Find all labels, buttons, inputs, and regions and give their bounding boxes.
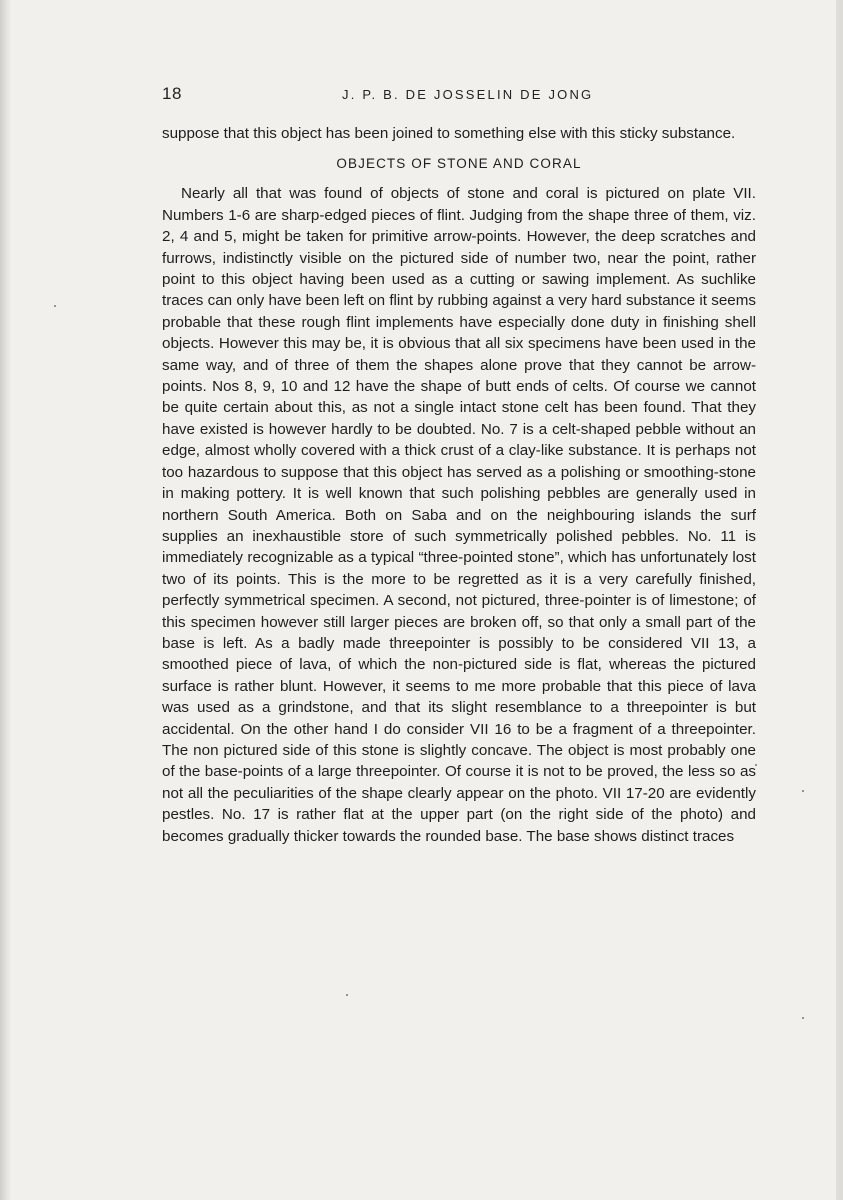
paper-speck: [802, 790, 804, 792]
paper-speck: [802, 1017, 804, 1019]
page-header: [162, 84, 756, 108]
paper-speck: [54, 305, 56, 307]
continuation-paragraph: suppose that this object has been joined to something else with this sticky substance.: [162, 125, 736, 142]
section-heading: OBJECTS OF STONE AND CORAL: [336, 156, 582, 172]
body-text: [162, 123, 756, 847]
page-number: 18: [162, 84, 182, 103]
running-head: J. P. B. DE JOSSELIN DE JONG: [342, 87, 594, 102]
paper-speck: [346, 994, 348, 996]
main-paragraph: Nearly all that was found of objects of stone and coral is pictured on plate VII. Numbers 1-6 are sharp-edged pieces of flint. Judging from the shape three of them, viz. 2, 4 and 5, might be taken for primitive arrow-points. However, the deep scratches and furrows, indistinctly visible on the pictured side of number two, near the point, rather point to this object having been used as a cutting or sawing implement. As suchlike traces can only have been left on flint by rubbing against a very hard substance it seems probable that these rough flint implements have especially done duty in finishing shell objects. However this may be, it is obvious that all six specimens have been used in the same way, and of three of them the shapes alone prove that they cannot be arrow-points. Nos 8, 9, 10 and 12 have the shape of butt ends of celts. Of course we cannot be quite certain about this, as not a single intact stone celt has been found. That they have existed is however hardly to be doubted. No. 7 is a celt-shaped pebble without an edge, almost wholly covered with a thick crust of a clay-like substance. It is perhaps not too hazardous to suppose that this object has served as a polishing or smoothing-stone in making pottery. It is well known that such polishing pebbles are generally used in northern South America. Both on Saba and on the neighbouring islands the surf supplies an inexhaustible store of such symmetrically polished pebbles. No. 11 is immediately recognizable as a typical “three-pointed stone”, which has unfortunately lost two of its points. This is the more to be regretted as it is a very carefully finished, perfectly symmetrical specimen. A second, not pictured, three-pointer is of limestone; of this specimen however still larger pieces are broken off, so that only a small part of the base is left. As a badly made threepointer is possibly to be considered VII 13, a smoothed piece of lava, of which the non-pictured side is flat, whereas the pictured surface is rather blunt. However, it seems to me more probable that this piece of lava was used as a grindstone, and that its slight resemblance to a threepointer is but accidental. On the other hand I do consider VII 16 to be a fragment of a threepointer. The non pictured side of this stone is slightly concave. The object is most probably one of the base-points of a large threepointer. Of course it is not to be proved, the less so as not all the peculiarities of the shape clearly appear on the photo. VII 17-20 are evidently pestles. No. 17 is rather flat at the upper part (on the right side of the photo) and becomes gradually thicker towards the rounded base. The base shows distinct traces: [162, 185, 756, 845]
